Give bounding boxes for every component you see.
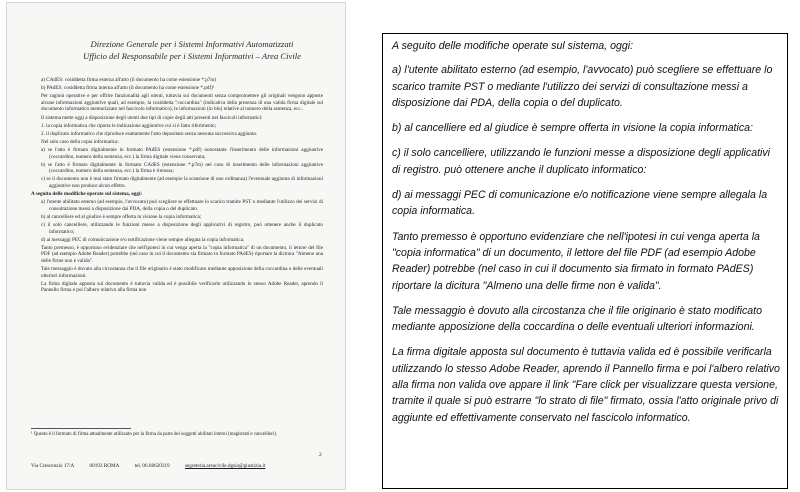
scanned-body-text [31, 77, 323, 296]
letterhead-line-2: Ufficio del Responsabile per i Sistemi Informativi – Area Civile [83, 51, 301, 61]
scanned-paragraph: a) CAdES: cosiddetta firma esterna all'atto (il documento ha come estensione *.p7m) [41, 77, 217, 83]
letterhead-line-1: Direzione Generale per i Sistemi Informativi Automatizzati [90, 39, 294, 49]
scanned-paragraph: b) se l'atto è firmato digitalmente in formato CAdES (estensione *.p7m) nel caso di inserimento delle informazioni aggiuntive (coccardino, numero della sentenza, ecc.) la firma è rimossa; [41, 161, 323, 175]
scanned-paragraph: d) ai messaggi PEC di comunicazione e/o notificazione viene sempre allegata la copia informatica. [41, 236, 245, 243]
scanned-paragraph: 1. la copia informatica che riporta le indicazione aggiuntive cui si è fatto riferimento; [41, 122, 216, 129]
scanned-paragraph: A seguito delle modifiche operate sul sistema, oggi: [31, 191, 143, 198]
page-footer [31, 463, 323, 469]
scanned-paragraph: b) al cancelliere ed al giudice è sempre offerta in visione la copia informatica; [41, 213, 202, 220]
scanned-document-page [6, 2, 346, 490]
footnote: ¹ Questo è il formato di firma attualmente utilizzato per la firma da parte dei soggetti abilitati interni (magistrati e cancellieri). [31, 432, 278, 437]
scanned-paragraph: a) se l'atto è firmato digitalmente in formato PAdES (estensione *.pdf) nonostante l'inserimento delle informazioni aggiuntive (coccardino, numero della sentenza, ecc.) la firma digitale viene conservata; [41, 147, 323, 160]
scanned-paragraph: Nel solo caso della copia informatica: [41, 138, 119, 145]
page-number: 2 [319, 452, 322, 458]
excerpt-paragraph: d) ai messaggi PEC di comunicazione e/o notificazione viene sempre allegala la copia informatica. [392, 189, 768, 218]
scanned-paragraph: c) se il documento non è mai stato firmato digitalmente (ad esempio la scansione di uno ordinanza) l'eventuale aggiunta di informazioni aggiuntive non produce alcun effetto. [41, 176, 323, 189]
scanned-paragraph: Tale messaggio è dovuto alla circostanza che il file originario è stato modificato mediante apposizione della coccardina o delle eventuali ulteriori informazioni. [41, 266, 323, 279]
footer-address: Via Crescenzio 17/A [31, 463, 75, 469]
footer-phone: tel. 06.68620319 [134, 463, 170, 469]
scanned-paragraph: a) l'utente abilitato esterno (ad esempio, l'avvocato) può scegliere se effettuare lo scarico tramite PST o mediante l'utilizzo dei servizi di consultazione messi a disposizione dai PDA, della copia o del duplicato. [41, 199, 323, 212]
footnote-divider [31, 428, 131, 429]
excerpt-paragraph: La firma digitale apposta sul documento è tuttavia valida ed è possibile verificarla utilizzando lo stesso Adobe Reader, aprendo il Pannello firma e poi l'albero relativo alla firma non valida ove appare il link "Fare click per visualizzare questa versione, tramite il quale si può estrarre "lo strato di file" firmato, ossia l'atto originale privo di aggiunte ed effettivamente conservato nel fascicolo informatico. [392, 346, 780, 424]
footer-email: segreteria.areacivile.dgsia@giustizia.it [184, 463, 266, 469]
scanned-paragraph: 2. il duplicato informatico che riproduce esattamente l'atto depositato senza nessuna successiva aggiunta. [41, 130, 257, 137]
excerpt-paragraph: b) al cancelliere ed al giudice è sempre offerta in visione la copia informatica: [392, 122, 753, 135]
scanned-paragraph: Il sistema mette oggi a disposizione degli utenti due tipi di copie degli atti presenti nei fascicoli informatici: [41, 114, 263, 121]
scanned-paragraph: Tanto premesso, è opportuno evidenziare che nell'ipotesi in cui venga aperta la "copia informatica" di un documento, il lettore del file PDF (ad esempio Adobe Reader) potrebbe (nel caso in cui il documento sia firmato in formato PAdES) riportare la dicitura "Almeno una delle firme non è valida". [41, 244, 323, 265]
scanned-paragraph: c) il solo cancelliere, utilizzando le funzioni messe a disposizione degli applicativi di registro, può ottenere anche il duplicato informatico; [41, 222, 323, 235]
excerpt-paragraph: A seguito delle modifiche operate sul sistema, oggi: [392, 40, 634, 52]
excerpt-paragraph: a) l'utente abilitato esterno (ad esempio, l'avvocato) può scegliere se effettuare lo scarico tramite PST o mediante l'utilizzo dei servizi di consultazione messi a disposizione dai PDA, della copia o del duplicato. [392, 64, 773, 109]
scanned-paragraph: Per ragioni operative e per offrire funzionalità agli utenti, tuttavia sui documenti senza compromettere gli originali vengono apposte alcune informazioni aggiuntive quali, ad esempio, la cosiddetta "coccardina" (indicativa della presenza di una valida firma digitale sul documento informatico memorizzato nel fascicolo informatico), le informazioni (in blu) relative al numero della sentenza, ecc.. [41, 93, 323, 113]
excerpt-paragraph: c) il solo cancelliere, utilizzando le funzioni messe a disposizione degli applicativi di registro. può ottenere anche il duplicato informatico: [392, 147, 771, 176]
excerpt-text-box [382, 33, 788, 489]
scanned-paragraph: b) PAdES: cosiddetta firma interna all'atto (il documento ha come estensione *.pdf)¹ [41, 85, 215, 92]
footer-cap: 00193 ROMA [89, 463, 120, 469]
excerpt-paragraph: Tanto premesso è opportuno evidenziare che nell'ipotesi in cui venga aperta la "copia informatica" di un documento, il lettore del file PDF (ad esempio Adobe Reader) potrebbe (nel caso in cui il documento sia firmato in formato PAdES) riportare la dicitura "Almeno una delle firme non è valida". [392, 230, 760, 292]
excerpt-paragraph: Tale messaggio è dovuto alla circostanza che il file originario è stato modificato mediante apposizione della coccardina o delle eventuali ulteriori informazioni. [392, 304, 762, 334]
scanned-paragraph: La firma digitale apposta sul documento è tuttavia valida ed è possibile verificarlo utilizzando lo stesso Adobe Reader, aprendo il Pannello firma e poi l'albero relativo alla firma non [41, 280, 323, 294]
